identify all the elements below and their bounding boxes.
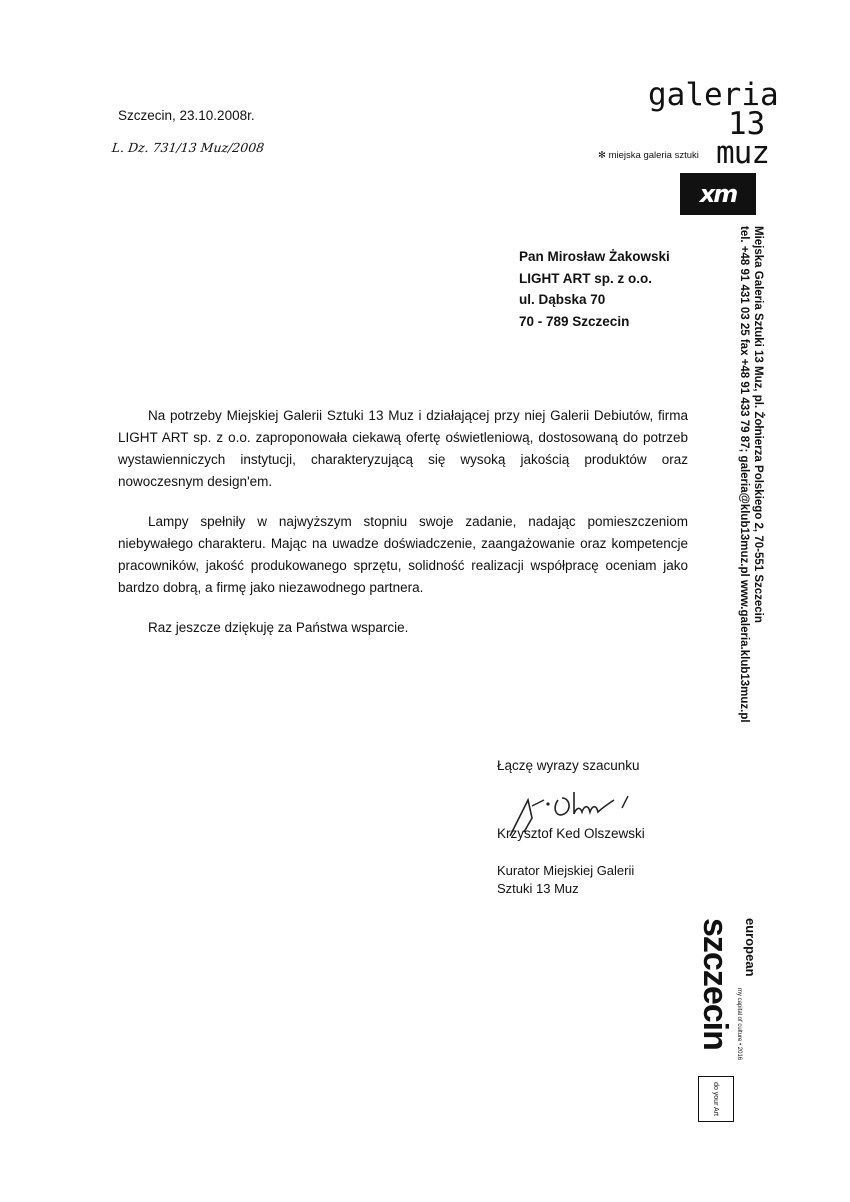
letter-body <box>118 405 688 657</box>
logo-subtitle-text: miejska galeria sztuki <box>608 150 699 161</box>
ecc-do-your-art-box: do your Art <box>698 1076 734 1122</box>
signer-title <box>497 862 634 898</box>
institution-contact-info <box>737 226 765 723</box>
contact-phone-email: tel. +48 91 431 03 25 fax +48 91 433 79 87; galeria@klub13muz.pl www.galeria.klub13muz.pl <box>738 226 750 723</box>
xm-logo-mark: xm <box>680 173 756 215</box>
recipient-street: ul. Dąbska 70 <box>519 292 606 307</box>
body-paragraph-2: Lampy spełniły w najwyższym stopniu swoje zadanie, nadając pomieszczeniom niebywałego charakteru. Mając na uwadze doświadczenie, zaangażowanie oraz kompetencje pracowników, jakość produkowanego sprzętu, solidność realizacji współpracę oceniam jako bardzo dobrą, a firmę jako niezawodnego partnera. <box>118 514 688 595</box>
recipient-name: Pan Mirosław Żakowski <box>519 249 670 264</box>
recipient-company: LIGHT ART sp. z o.o. <box>519 270 652 286</box>
recipient-block <box>519 246 670 332</box>
logo-bird-icon: ✻ <box>598 150 606 161</box>
body-paragraph-1: Na potrzeby Miejskiej Galerii Sztuki 13 Muz i działającej przy niej Galerii Debiutów, firma LIGHT ART sp. z o.o. zaproponowała ciekawą ofertę oświetleniową, dostosowaną do potrzeb wystawienniczych instytucji, charakteryzującą się wysoką jakością produktów oraz nowoczesnym design'em. <box>118 408 688 489</box>
logo-subtitle <box>598 150 699 161</box>
ecc-european-text: european <box>743 918 758 977</box>
signer-title-line-1: Kurator Miejskiej Galerii <box>497 863 635 878</box>
signature-stroke <box>532 800 544 806</box>
logo-muz-text: muz <box>716 135 769 171</box>
ecc-tagline: my capital of culture • 2016 <box>736 988 742 1061</box>
signature-stroke <box>622 796 628 808</box>
letter-date: Szczecin, 23.10.2008r. <box>118 108 255 123</box>
signer-name: Krzysztof Ked Olszewski <box>497 826 645 841</box>
logo-galeria-text: galeria <box>648 77 779 113</box>
ecc-szczecin-text: szczecin <box>696 918 734 1050</box>
reference-number: L. Dz. 731/13 Muz/2008 <box>111 140 266 155</box>
body-paragraph-3: Raz jeszcze dziękuję za Państwa wsparcie. <box>148 620 409 635</box>
closing-greeting: Łączę wyrazy szacunku <box>497 758 640 773</box>
signature-dot <box>546 802 549 805</box>
logo-13-text: 13 <box>728 106 766 142</box>
signer-title-line-2: Sztuki 13 Muz <box>497 881 579 896</box>
contact-address: Miejska Galeria Sztuki 13 Muz, pl. Żołnierza Polskiego 2, 70-551 Szczecin <box>752 226 764 623</box>
signature-stroke <box>574 792 614 814</box>
signature-stroke <box>555 798 569 815</box>
recipient-city: 70 - 789 Szczecin <box>519 313 630 329</box>
